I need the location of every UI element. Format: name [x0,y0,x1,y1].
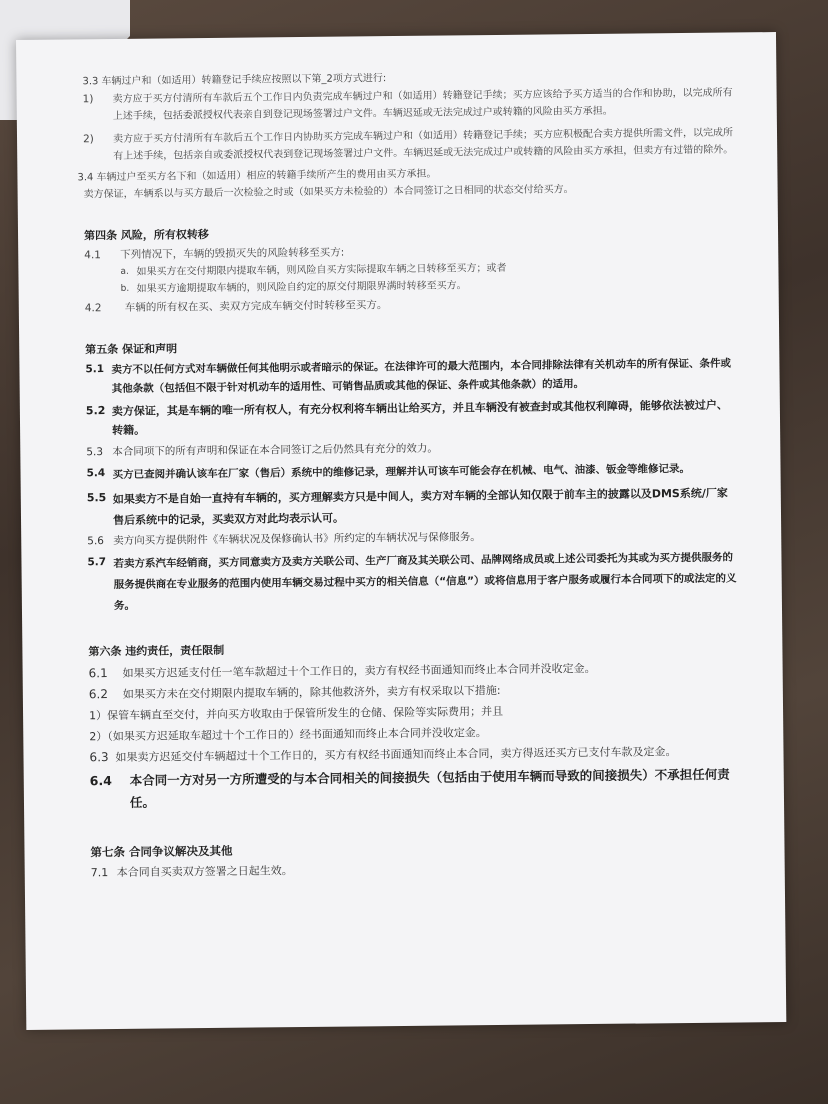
clause-number: 5.2 [85,404,106,418]
article-6-title: 第六条 违约责任，责任限制 [88,643,225,659]
clause-3-3: 3.3 车辆过户和（如适用）转籍登记手续应按照以下第_2项方式进行: [82,73,387,88]
clause-7-1 [91,857,741,881]
clause-number: 7.1 [90,866,109,880]
clause-6-2-item-2: 2）（如果买方迟延取车超过十个工作日的）经书面通知而终止本合同并没收定金。 [89,726,487,744]
clause-number: 4.1 [84,249,102,262]
clause-text: 本合同自买卖双方签署之日起生效。 [116,864,293,879]
item-text: 如果买方在交付期限内提取车辆，则风险自买方实际提取车辆之日转移至买方；或者 [136,262,507,278]
clause-text: 买方已查阅并确认该车在厂家（售后）系统中的维修记录，理解并认可该车可能会存在机械、电气、油漆、钣金等维修记录。 [112,462,691,482]
item-label: a. [120,266,129,277]
clause-5-3 [86,437,736,461]
clause-number: 6.4 [89,773,112,789]
clause-number: 4.2 [84,302,102,315]
clause-5-5 [87,482,737,531]
clause-number: 5.6 [87,535,105,548]
clause-3-4-guarantee: 卖方保证，车辆系以与买方最后一次检验之时或（如果买方未检验的）本合同签订之日相同的状态交付给买方。 [83,184,574,201]
item-text: 卖方应于买方付清所有车款后五个工作日内负责完成车辆过户和（如适用）转籍登记手续；买方应该给予买方适当的合作和协助，以完成所有上述手续，包括委派授权代表亲自到登记现场签署过户文件。车辆迟延或无法完成过户或转籍的风险由买方承担。 [112,87,733,122]
clause-number: 5.4 [86,467,106,480]
clause-3-3-item-1 [83,84,733,125]
clause-text: 卖方保证，其是车辆的唯一所有权人，有充分权利将车辆出让给买方，并且车辆没有被查封或其他权利障碍，能够依法被过户、转籍。 [111,398,728,438]
item-label: b. [120,283,130,294]
page-content [77,67,740,882]
clause-5-7 [87,547,738,617]
clause-text: 本合同一方对另一方所遭受的与本合同相关的间接损失（包括由于使用车辆而导致的间接损失）不承担任何责任。 [129,766,730,810]
article-7-title: 第七条 合同争议解决及其他 [90,843,233,860]
item-text: 卖方应于买方付清所有车款后五个工作日内协助买方完成车辆过户和（如适用）转籍登记手续；买方应积极配合卖方提供所需文件，以完成所有上述手续，包括亲自或委派授权代表到登记现场签署过户文件。车辆迟延或无法完成过户或转籍的风险由买方承担，但卖方有过错的除外。 [112,127,734,162]
item-text: 如果买方逾期提取车辆的，则风险自约定的原交付期限界满时转移至买方。 [136,280,467,295]
clause-5-2 [86,395,736,440]
clause-3-4: 3.4 车辆过户至买方名下和（如适用）相应的转籍手续所产生的费用由买方承担。 [77,168,437,184]
clause-text: 如果卖方迟延交付车辆超过十个工作日的，买方有权经书面通知而终止本合同，卖方得返还买方已支付车款及定金。 [115,745,677,764]
clause-6-4 [90,763,740,814]
clause-text: 卖方不以任何方式对车辆做任何其他明示或者暗示的保证。在法律许可的最大范围内，本合同排除法律有关机动车的所有保证、条件或其他条款（包括但不限于针对机动车的适用性、可销售品质或其他的保证、条件或其他条款）的适用。 [111,357,731,396]
clause-text: 如果买方未在交付期限内提取车辆的，除其他救济外，卖方有权采取以下措施: [122,683,501,701]
clause-text: 若卖方系汽车经销商，买方同意卖方及卖方关联公司、生产厂商及其关联公司、品牌网络成员或上述公司委托为其或为买方提供服务的服务提供商在专业服务的范围内使用车辆交易过程中买方的相关信息（“信息”）或将信息用于客户服务或履行本合同项下的或法定的义务。 [113,551,737,613]
clause-number: 5.7 [87,556,107,569]
clause-text: 本合同项下的所有声明和保证在本合同签订之后仍然具有充分的效力。 [112,442,438,459]
clause-text: 卖方向买方提供附件《车辆状况及保修确认书》所约定的车辆状况与保修服务。 [113,531,481,548]
clause-5-1 [85,354,735,399]
clause-text: 车辆的所有权在买、卖双方完成车辆交付时转移至买方。 [124,299,388,314]
clause-3-3-item-2 [83,124,733,165]
clause-6-2-item-1: 1）保管车辆直至交付，并向买方收取由于保管所发生的仓储、保险等实际费用；并且 [89,704,504,723]
clause-number: 5.1 [85,363,105,376]
clause-number: 6.3 [89,750,109,765]
clause-number: 6.2 [88,687,109,702]
article-5-title: 第五条 保证和声明 [85,342,178,357]
item-number: 2) [82,133,94,146]
item-number: 1) [82,93,94,106]
clause-text: 如果买方迟延支付任一笔车款超过十个工作日的，卖方有权经书面通知而终止本合同并没收定金。 [122,661,596,680]
contract-page [16,32,786,1030]
clause-number: 5.5 [86,491,107,505]
clause-text: 下列情况下，车辆的毁损灭失的风险转移至买方: [120,246,345,261]
article-4-title: 第四条 风险，所有权转移 [83,227,209,243]
clause-5-4 [86,458,736,485]
clause-number: 6.1 [88,666,108,681]
clause-number: 5.3 [86,446,104,459]
clause-text: 如果卖方不是自始一直持有车辆的，买方理解卖方只是中间人，卖方对车辆的全部认知仅限于前车主的披露以及DMS系统/厂家售后系统中的记录，买卖双方对此均表示认可。 [112,486,728,528]
